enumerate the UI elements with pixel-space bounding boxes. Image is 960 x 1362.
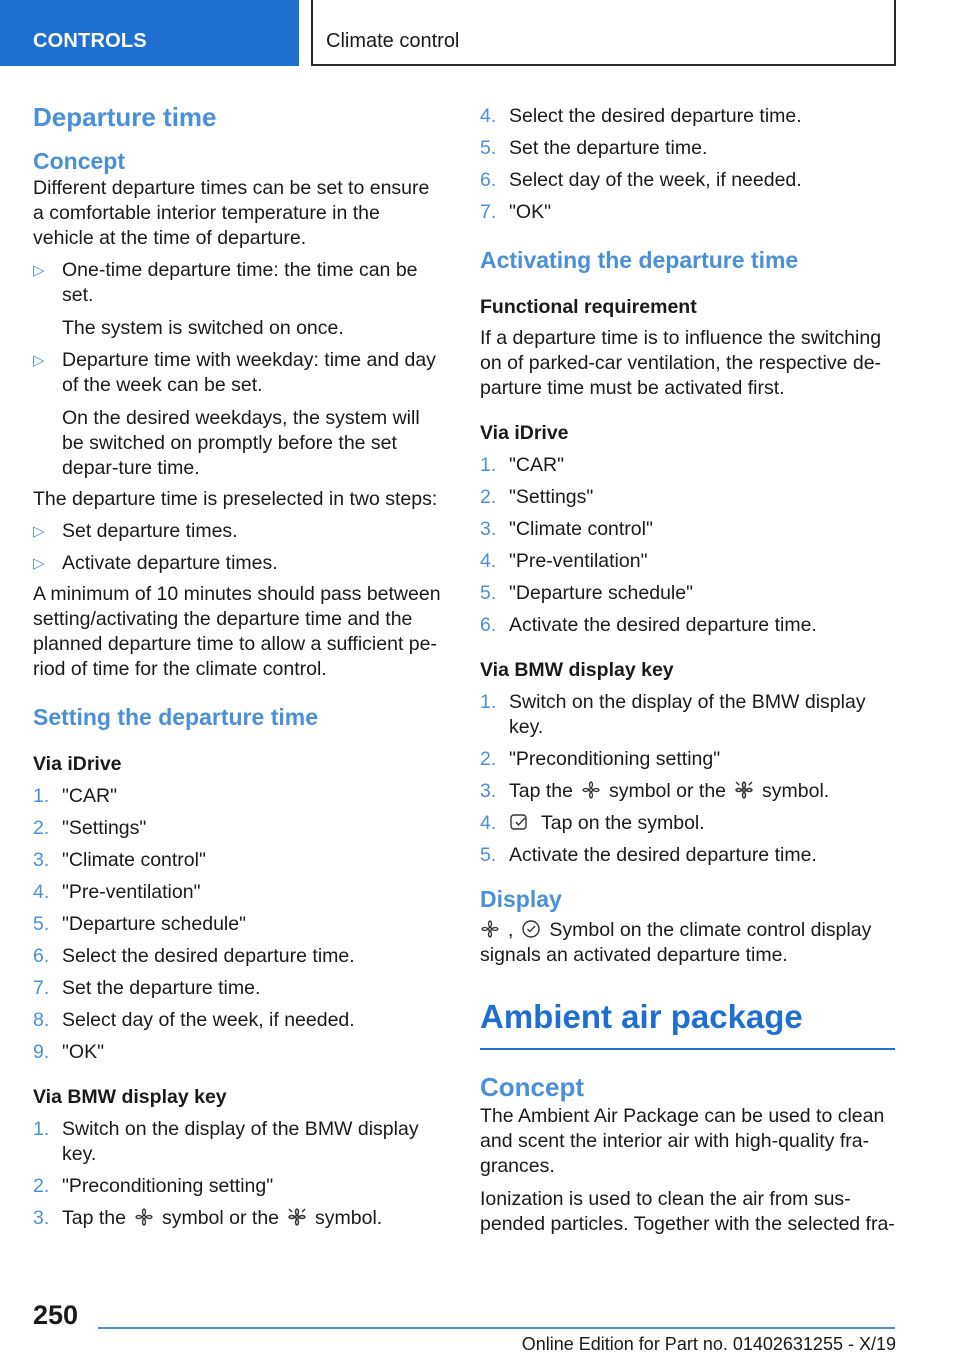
concept-text: Different departure times can be set to ensure a comfortable interior temperature in the vehicle at the time of departure. <box>33 177 430 249</box>
list-item: 7. "OK" <box>480 201 552 223</box>
list-item: 3. Tap the symbol or the symbol. <box>33 1207 383 1229</box>
list-item: 7. Set the departure time. <box>33 977 261 999</box>
list-item: ▷ Activate departure times. <box>33 552 278 574</box>
header-chapter-box <box>311 0 896 66</box>
list-item: 2. "Settings" <box>480 486 594 508</box>
ambient-text-2: Ionization is used to clean the air from sus-pended particles. Together with the selected fra- <box>480 1188 895 1235</box>
list-item: 2. "Preconditioning setting" <box>33 1175 274 1197</box>
footer-edition: Online Edition for Part no. 01402631255 - X/19 <box>521 1334 896 1354</box>
functional-requirement-text: If a departure time is to influence the switching on of parked-car ventilation, the respective de-parture time must be activated first. <box>480 327 882 399</box>
steps-list <box>33 519 445 576</box>
concept-heading: Concept <box>33 148 125 174</box>
fan-icon <box>581 780 601 800</box>
list-item: ▷ One-time departure time: the time can be set. The system is switched on once. <box>33 259 418 339</box>
via-idrive-heading: Via iDrive <box>480 422 569 444</box>
list-item: 5. "Departure schedule" <box>480 582 694 604</box>
fan-icon <box>134 1207 154 1227</box>
list-item: 4. Tap on the symbol. <box>480 812 705 834</box>
via-key-heading: Via BMW display key <box>33 1086 227 1108</box>
activating-departure-heading: Activating the departure time <box>480 247 799 273</box>
idrive-activate-steps-list <box>480 453 895 638</box>
ambient-text-1: The Ambient Air Package can be used to clean and scent the interior air with high-quality fra-grances. <box>480 1105 885 1177</box>
key-activate-steps-list <box>480 690 895 868</box>
header-section-label: CONTROLS <box>33 30 147 52</box>
list-item: ▷ Departure time with weekday: time and day of the week can be set. On the desired weekdays, the system will be switched on promptly before the set depar-ture time. <box>33 349 436 479</box>
minimum-time-text: A minimum of 10 minutes should pass between setting/activating the departure time and the planned departure time to allow a sufficient pe-riod of time for the climate control. <box>33 583 441 680</box>
idrive-steps-continued <box>480 104 895 225</box>
left-column <box>33 100 445 1231</box>
list-item: 1. Switch on the display of the BMW display key. <box>33 1118 419 1165</box>
ambient-air-heading: Ambient air package <box>480 996 895 1050</box>
departure-types-list <box>33 258 445 481</box>
list-item: 3. "Climate control" <box>480 518 653 540</box>
via-key-heading: Via BMW display key <box>480 659 674 681</box>
fan-snowflake-icon <box>287 1207 307 1227</box>
list-item: 3. Tap the symbol or the symbol. <box>480 780 830 802</box>
list-item: 5. Set the departure time. <box>480 137 708 159</box>
list-item: 4. "Pre-ventilation" <box>480 550 648 572</box>
idrive-steps-list <box>33 784 445 1065</box>
header-section-tab <box>0 0 299 66</box>
display-heading: Display <box>480 886 562 912</box>
page-number: 250 <box>33 1300 79 1330</box>
list-item: 3. "Climate control" <box>33 849 206 871</box>
list-item: 2. "Settings" <box>33 817 147 839</box>
list-item: 1. "CAR" <box>480 454 565 476</box>
via-idrive-heading: Via iDrive <box>33 753 122 775</box>
list-item: 9. "OK" <box>33 1041 105 1063</box>
two-steps-text: The departure time is preselected in two steps: <box>33 488 438 510</box>
list-item: 8. Select day of the week, if needed. <box>33 1009 355 1031</box>
list-item: 5. "Departure schedule" <box>33 913 247 935</box>
setting-departure-heading: Setting the departure time <box>33 704 318 730</box>
triangle-bullet-icon: ▷ <box>33 352 45 369</box>
header-chapter-label: Climate control <box>326 30 460 52</box>
list-item: 5. Activate the desired departure time. <box>480 844 817 866</box>
right-column <box>480 104 895 1237</box>
footer-divider <box>98 1327 895 1329</box>
triangle-bullet-icon: ▷ <box>33 262 45 279</box>
list-item: 4. "Pre-ventilation" <box>33 881 201 903</box>
fan-snowflake-icon <box>734 780 754 800</box>
list-item: 1. "CAR" <box>33 785 118 807</box>
list-item: ▷ Set departure times. <box>33 520 238 542</box>
key-steps-list <box>33 1117 445 1231</box>
ambient-concept-heading: Concept <box>480 1072 584 1102</box>
timer-check-icon <box>509 812 529 832</box>
list-item: 2. "Preconditioning setting" <box>480 748 721 770</box>
list-item: 6. Select the desired departure time. <box>33 945 355 967</box>
triangle-bullet-icon: ▷ <box>33 555 45 572</box>
list-item: 1. Switch on the display of the BMW display key. <box>480 691 866 738</box>
list-item: 6. Activate the desired departure time. <box>480 614 817 636</box>
fan-icon <box>480 919 500 939</box>
functional-requirement-heading: Functional requirement <box>480 296 697 318</box>
list-item: 4. Select the desired departure time. <box>480 105 802 127</box>
departure-time-heading: Departure time <box>33 102 217 132</box>
list-item: 6. Select day of the week, if needed. <box>480 169 802 191</box>
clock-icon <box>521 919 541 939</box>
triangle-bullet-icon: ▷ <box>33 523 45 540</box>
display-text: , Symbol on the climate control display signals an activated departure time. <box>480 919 872 966</box>
